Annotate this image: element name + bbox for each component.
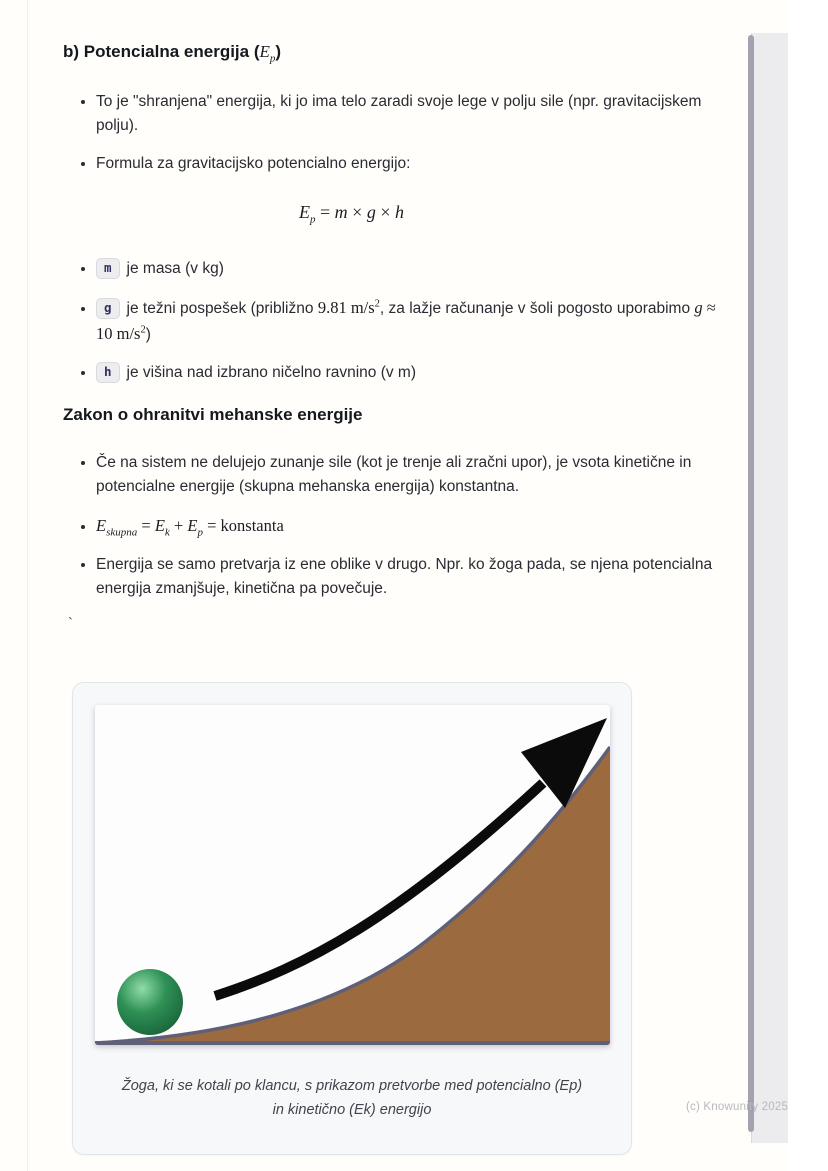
bullet-text: je višina nad izbrano ničelno ravnino (v m) [126, 364, 417, 382]
right-margin [787, 0, 828, 1171]
law-bullet-list [63, 451, 720, 601]
bullet-text: To je "shranjena" energija, ki jo ima telo zaradi svoje lege v polju sile (npr. gravitacijskem polju). [96, 93, 702, 135]
watermark-text: (c) Knowunity 2025 [686, 1101, 789, 1113]
math-981: 9.81 $m/s^2$ [317, 298, 380, 318]
math-g10: g ≈ 10 $m/s^2$ [96, 298, 716, 344]
slope-illustration [95, 705, 610, 1045]
bullet-text: Formula za gravitacijsko potencialno energijo: [96, 155, 411, 173]
ball-graphic [117, 969, 183, 1035]
list-item [96, 152, 720, 176]
list-item [96, 553, 720, 601]
list-item-height [96, 361, 720, 385]
stray-backtick: ` [68, 615, 73, 633]
code-chip-g: g [96, 298, 120, 319]
bullet-text: je težni pospešek (približno [126, 300, 318, 318]
code-chip-m: m [96, 258, 120, 279]
figure-card [72, 682, 632, 1155]
list-item-energy-equation [96, 513, 720, 539]
bullet-text: Če na sistem ne delujejo zunanje sile (kot je trenje ali zračni upor), je vsota kinetične in potencialne energije (skupna mehanska energija) konstantna. [96, 454, 692, 496]
variables-bullet-list [63, 257, 720, 385]
bullet-text: , za lažje računanje v šoli pogosto uporabimo [379, 300, 695, 318]
scrollbar-track[interactable] [751, 33, 788, 1143]
math-eskupna: $E_{skupna} = E_k + E_p$ = konstanta [96, 516, 284, 539]
list-item-mass [96, 257, 720, 281]
scrollbar-thumb[interactable] [748, 35, 754, 1132]
heading-math-ep: $E_p$ [259, 42, 276, 65]
heading-text: ) [275, 42, 282, 61]
intro-bullet-list [63, 90, 720, 176]
code-chip-h: h [96, 362, 120, 383]
figure-image [95, 705, 610, 1045]
heading-text: b) Potencialna energija ( [63, 42, 260, 61]
formula-ep-mgh: $E_p = m \times g \times h$ [299, 202, 404, 226]
page-left-edge [27, 0, 28, 1171]
bullet-text: Energija se samo pretvarja iz ene oblike v drugo. Npr. ko žoga pada, se njena potencialna energija zmanjšuje, kinetična pa povečuje. [96, 556, 713, 598]
document-content [63, 30, 720, 1155]
list-item [96, 90, 720, 138]
figure-caption: Žoga, ki se kotali po klancu, s prikazom pretvorbe med potencialno (Ep) in kinetično (Ek) energijo [121, 1078, 583, 1119]
list-item [96, 451, 720, 499]
bullet-text: ) [145, 326, 151, 344]
section-heading-conservation-law: Zakon o ohranitvi mehanske energije [63, 405, 363, 425]
list-item-gravity [96, 295, 720, 347]
section-heading-potential-energy [63, 42, 720, 65]
bullet-text: je masa (v kg) [126, 260, 224, 278]
